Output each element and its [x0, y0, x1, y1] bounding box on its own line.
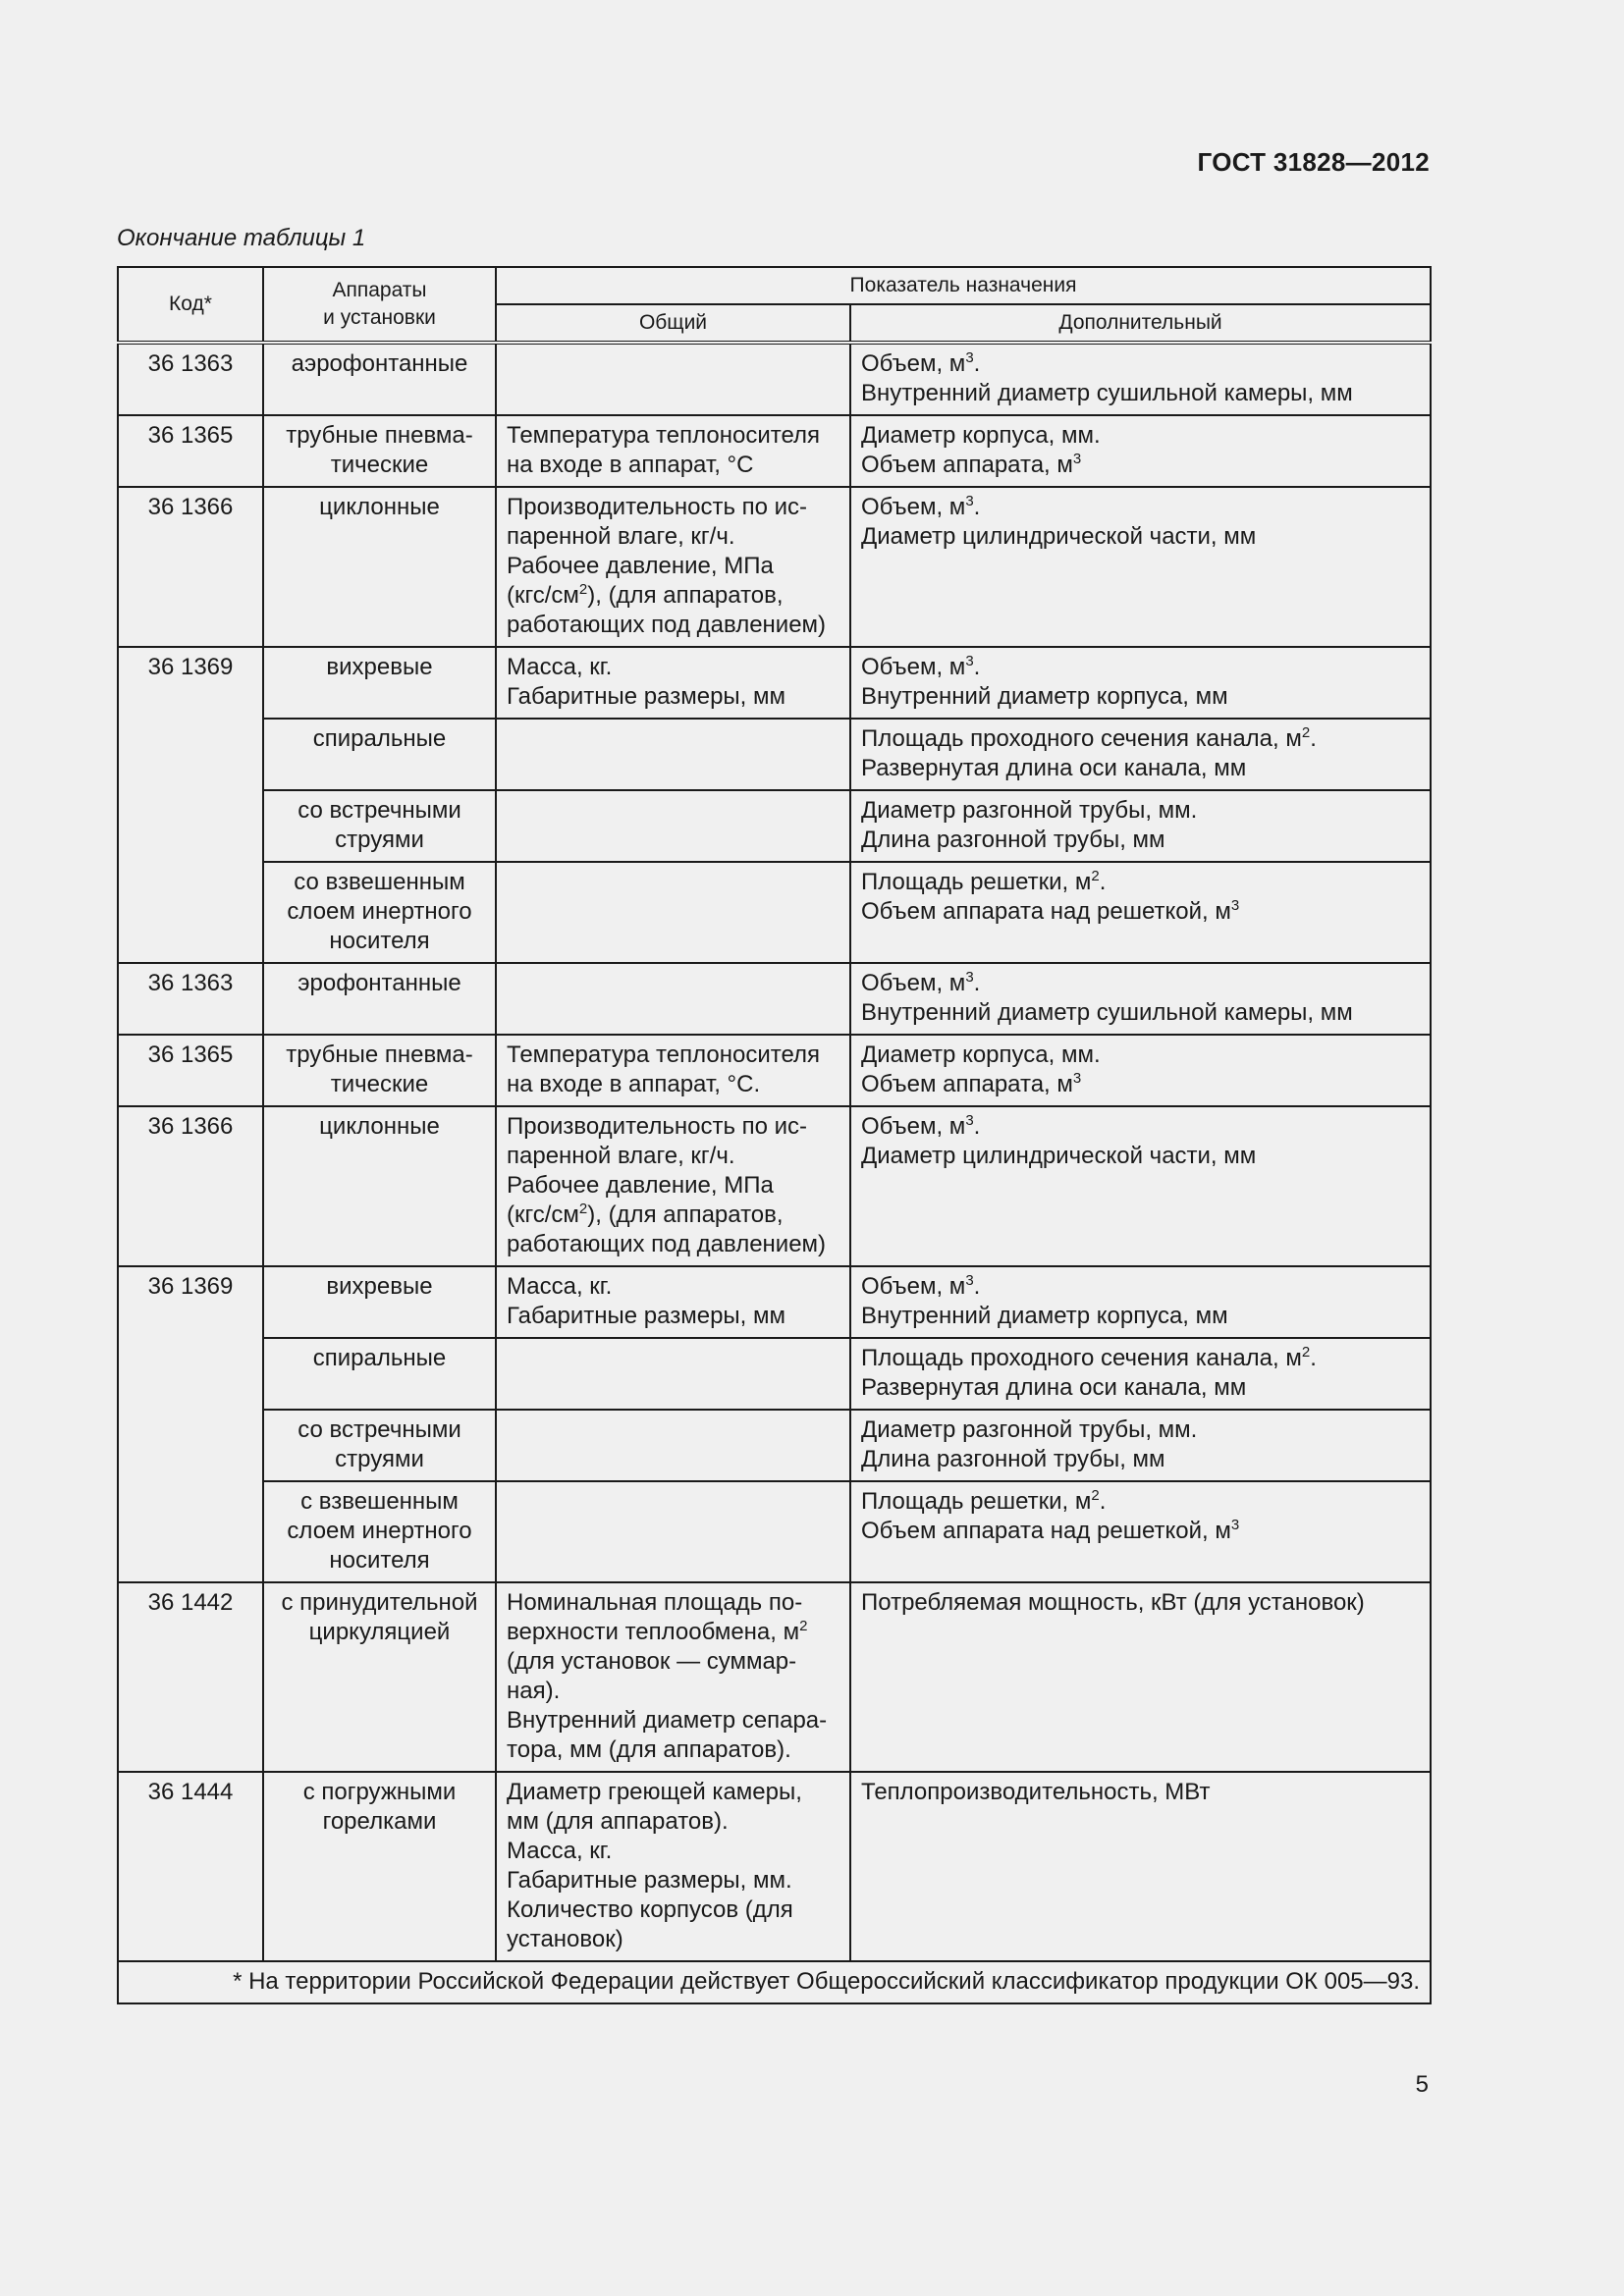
- additional-indicator-cell-line: Объем аппарата над решеткой, $м^3$: [861, 1517, 1240, 1544]
- apparatus-cell-line: со встречными: [298, 797, 461, 824]
- code-cell: 36 1363: [118, 963, 263, 1035]
- additional-indicator-cell-line: Внутренний диаметр сушильной камеры, мм: [861, 380, 1353, 406]
- apparatus-cell-line: аэрофонтанные: [291, 350, 468, 377]
- general-indicator-cell: [496, 343, 850, 415]
- general-indicator-cell: [496, 1106, 850, 1266]
- additional-indicator-cell-line: Диаметр корпуса, мм.: [861, 1041, 1101, 1068]
- apparatus-cell: [263, 1582, 496, 1772]
- code-cell: 36 1365: [118, 415, 263, 487]
- additional-indicator-cell-line: Объем, $м^3$.: [861, 493, 981, 520]
- general-indicator-cell-line: Производительность по ис-: [507, 494, 808, 520]
- table-row: [118, 1035, 1431, 1106]
- apparatus-cell-line: слоем инертного: [287, 898, 472, 925]
- apparatus-cell-line: эрофонтанные: [298, 970, 461, 996]
- header-general: Общий: [496, 304, 850, 343]
- general-indicator-cell-line: Масса, кг.: [507, 654, 613, 680]
- document-header: ГОСТ 31828—2012: [1197, 147, 1430, 177]
- additional-indicator-cell: [850, 1582, 1431, 1772]
- general-indicator-cell-line: Количество корпусов (для: [507, 1896, 793, 1923]
- code-cell: 36 1442: [118, 1582, 263, 1772]
- header-indicator: Показатель назначения: [496, 267, 1431, 304]
- general-indicator-cell: [496, 719, 850, 790]
- apparatus-cell-line: с принудительной: [281, 1589, 478, 1616]
- apparatus-cell-line: циркуляцией: [308, 1619, 451, 1645]
- general-indicator-cell: [496, 862, 850, 963]
- apparatus-cell-line: струями: [335, 1446, 424, 1472]
- apparatus-cell-line: со взвешенным: [294, 869, 465, 895]
- apparatus-cell-line: горелками: [322, 1808, 437, 1835]
- apparatus-cell: [263, 647, 496, 719]
- table-row: [118, 1410, 1431, 1481]
- apparatus-cell-line: циклонные: [319, 494, 440, 520]
- apparatus-cell-line: с взвешенным: [300, 1488, 459, 1515]
- general-indicator-cell: [496, 790, 850, 862]
- code-cell: 36 1366: [118, 487, 263, 647]
- table-footnote: * На территории Российской Федерации действует Общероссийский классификатор продукции ОК 005—93.: [118, 1961, 1431, 2003]
- general-indicator-cell-line: работающих под давлением): [507, 1231, 827, 1257]
- additional-indicator-cell-line: Объем, $м^3$.: [861, 1112, 981, 1140]
- header-additional: Дополнительный: [850, 304, 1431, 343]
- header-code: Код*: [118, 267, 263, 343]
- table-row: [118, 1772, 1431, 1961]
- general-indicator-cell-line: Диаметр греющей камеры,: [507, 1779, 802, 1805]
- general-indicator-cell-line: установок): [507, 1926, 623, 1952]
- general-indicator-cell-line: Габаритные размеры, мм.: [507, 1867, 792, 1894]
- table-row: [118, 862, 1431, 963]
- general-indicator-cell-line: верхности теплообмена, $м^2$: [507, 1618, 808, 1645]
- additional-indicator-cell-line: Внутренний диаметр корпуса, мм: [861, 683, 1228, 710]
- additional-indicator-cell-line: Теплопроизводительность, МВт: [861, 1779, 1211, 1805]
- general-indicator-cell-line: на входе в аппарат, °С.: [507, 1071, 761, 1097]
- apparatus-cell-line: носителя: [329, 1547, 430, 1574]
- table-row: [118, 719, 1431, 790]
- apparatus-cell-line: со встречными: [298, 1416, 461, 1443]
- general-indicator-cell: [496, 1410, 850, 1481]
- apparatus-cell: [263, 719, 496, 790]
- general-indicator-cell-line: $(кгс/см^2)$, (для аппаратов,: [507, 581, 784, 609]
- general-indicator-cell-line: (для установок — суммар-: [507, 1648, 797, 1675]
- general-indicator-cell: [496, 1266, 850, 1338]
- general-indicator-cell-line: Производительность по ис-: [507, 1113, 808, 1140]
- table-row: [118, 963, 1431, 1035]
- general-indicator-cell-line: Рабочее давление, МПа: [507, 553, 774, 579]
- general-indicator-cell: [496, 963, 850, 1035]
- additional-indicator-cell-line: Диаметр разгонной трубы, мм.: [861, 1416, 1198, 1443]
- apparatus-cell-line: трубные пневма-: [286, 422, 473, 449]
- general-indicator-cell-line: Номинальная площадь по-: [507, 1589, 803, 1616]
- classification-table: [117, 266, 1432, 2004]
- additional-indicator-cell-line: Длина разгонной трубы, мм: [861, 827, 1165, 853]
- table-row: [118, 415, 1431, 487]
- general-indicator-cell: [496, 487, 850, 647]
- table-caption: Окончание таблицы 1: [117, 225, 366, 251]
- general-indicator-cell-line: мм (для аппаратов).: [507, 1808, 729, 1835]
- general-indicator-cell-line: Рабочее давление, МПа: [507, 1172, 774, 1199]
- code-cell: 36 1369: [118, 647, 263, 963]
- additional-indicator-cell-line: Развернутая длина оси канала, мм: [861, 1374, 1247, 1401]
- apparatus-cell: [263, 790, 496, 862]
- additional-indicator-cell-line: Объем аппарата, $м^3$: [861, 1070, 1082, 1097]
- additional-indicator-cell: [850, 862, 1431, 963]
- apparatus-cell-line: с погружными: [302, 1779, 457, 1805]
- additional-indicator-cell-line: Площадь проходного сечения канала, $м^2$.: [861, 1344, 1317, 1371]
- apparatus-cell-line: слоем инертного: [287, 1518, 472, 1544]
- additional-indicator-cell-line: Диаметр разгонной трубы, мм.: [861, 797, 1198, 824]
- apparatus-cell: [263, 963, 496, 1035]
- additional-indicator-cell-line: Площадь решетки, $м^2$.: [861, 868, 1107, 895]
- additional-indicator-cell-line: Длина разгонной трубы, мм: [861, 1446, 1165, 1472]
- table-row: [118, 790, 1431, 862]
- additional-indicator-cell-line: Развернутая длина оси канала, мм: [861, 755, 1247, 781]
- additional-indicator-cell-line: Площадь проходного сечения канала, $м^2$.: [861, 724, 1317, 752]
- additional-indicator-cell-line: Диаметр цилиндрической части, мм: [861, 1143, 1257, 1169]
- code-cell: 36 1363: [118, 343, 263, 415]
- general-indicator-cell: [496, 1035, 850, 1106]
- code-cell: 36 1365: [118, 1035, 263, 1106]
- additional-indicator-cell-line: Объем аппарата, $м^3$: [861, 451, 1082, 478]
- general-indicator-cell: [496, 647, 850, 719]
- general-indicator-cell-line: паренной влаге, кг/ч.: [507, 523, 735, 550]
- table-row: [118, 343, 1431, 415]
- additional-indicator-cell-line: Внутренний диаметр сушильной камеры, мм: [861, 999, 1353, 1026]
- general-indicator-cell-line: Температура теплоносителя: [507, 1041, 820, 1068]
- apparatus-cell: [263, 1410, 496, 1481]
- code-cell: 36 1444: [118, 1772, 263, 1961]
- additional-indicator-cell: [850, 415, 1431, 487]
- apparatus-cell-line: трубные пневма-: [286, 1041, 473, 1068]
- additional-indicator-cell-line: Объем, $м^3$.: [861, 653, 981, 680]
- general-indicator-cell: [496, 1582, 850, 1772]
- additional-indicator-cell-line: Объем, $м^3$.: [861, 969, 981, 996]
- general-indicator-cell-line: на входе в аппарат, °С: [507, 452, 754, 478]
- additional-indicator-cell: [850, 647, 1431, 719]
- additional-indicator-cell-line: Объем аппарата над решеткой, $м^3$: [861, 897, 1240, 925]
- additional-indicator-cell-line: Потребляемая мощность, кВт (для установок): [861, 1589, 1365, 1616]
- additional-indicator-cell-line: Площадь решетки, $м^2$.: [861, 1487, 1107, 1515]
- apparatus-cell-line: спиральные: [312, 1345, 447, 1371]
- header-apparatus-line1: Аппараты: [332, 279, 427, 301]
- table-row: [118, 1266, 1431, 1338]
- apparatus-cell: [263, 1106, 496, 1266]
- additional-indicator-cell-line: Объем, $м^3$.: [861, 349, 981, 377]
- additional-indicator-cell: [850, 1035, 1431, 1106]
- table-body: [118, 343, 1431, 1961]
- apparatus-cell-line: вихревые: [326, 654, 433, 680]
- code-cell: 36 1369: [118, 1266, 263, 1582]
- additional-indicator-cell: [850, 487, 1431, 647]
- apparatus-cell: [263, 1481, 496, 1582]
- additional-indicator-cell-line: Диаметр корпуса, мм.: [861, 422, 1101, 449]
- additional-indicator-cell: [850, 790, 1431, 862]
- apparatus-cell: [263, 1035, 496, 1106]
- general-indicator-cell-line: ная).: [507, 1678, 561, 1704]
- general-indicator-cell: [496, 1481, 850, 1582]
- table-row: [118, 1481, 1431, 1582]
- apparatus-cell-line: струями: [335, 827, 424, 853]
- general-indicator-cell-line: Габаритные размеры, мм: [507, 1303, 786, 1329]
- additional-indicator-cell: [850, 1410, 1431, 1481]
- header-apparatus: [263, 267, 496, 343]
- apparatus-cell: [263, 487, 496, 647]
- apparatus-cell-line: тические: [330, 1071, 429, 1097]
- table-row: [118, 1338, 1431, 1410]
- table-row: [118, 1582, 1431, 1772]
- additional-indicator-cell: [850, 963, 1431, 1035]
- apparatus-cell: [263, 343, 496, 415]
- additional-indicator-cell: [850, 343, 1431, 415]
- apparatus-cell-line: циклонные: [319, 1113, 440, 1140]
- apparatus-cell: [263, 1338, 496, 1410]
- table-row: [118, 647, 1431, 719]
- general-indicator-cell-line: работающих под давлением): [507, 612, 827, 638]
- apparatus-cell: [263, 1772, 496, 1961]
- general-indicator-cell-line: Температура теплоносителя: [507, 422, 820, 449]
- additional-indicator-cell: [850, 1338, 1431, 1410]
- apparatus-cell: [263, 1266, 496, 1338]
- general-indicator-cell-line: Масса, кг.: [507, 1273, 613, 1300]
- additional-indicator-cell: [850, 719, 1431, 790]
- table-row: [118, 1106, 1431, 1266]
- general-indicator-cell-line: тора, мм (для аппаратов).: [507, 1736, 791, 1763]
- additional-indicator-cell: [850, 1106, 1431, 1266]
- apparatus-cell: [263, 862, 496, 963]
- additional-indicator-cell-line: Объем, $м^3$.: [861, 1272, 981, 1300]
- additional-indicator-cell: [850, 1772, 1431, 1961]
- general-indicator-cell: [496, 1338, 850, 1410]
- table-row: [118, 487, 1431, 647]
- apparatus-cell-line: спиральные: [312, 725, 447, 752]
- additional-indicator-cell-line: Внутренний диаметр корпуса, мм: [861, 1303, 1228, 1329]
- additional-indicator-cell: [850, 1481, 1431, 1582]
- code-cell: 36 1366: [118, 1106, 263, 1266]
- apparatus-cell-line: тические: [330, 452, 429, 478]
- general-indicator-cell-line: Внутренний диаметр сепара-: [507, 1707, 828, 1734]
- general-indicator-cell: [496, 1772, 850, 1961]
- general-indicator-cell-line: Масса, кг.: [507, 1838, 613, 1864]
- apparatus-cell-line: носителя: [329, 928, 430, 954]
- header-apparatus-line2: и установки: [323, 306, 436, 329]
- general-indicator-cell-line: Габаритные размеры, мм: [507, 683, 786, 710]
- page-number: 5: [1415, 2071, 1429, 2098]
- general-indicator-cell-line: $(кгс/см^2)$, (для аппаратов,: [507, 1201, 784, 1228]
- apparatus-cell: [263, 415, 496, 487]
- general-indicator-cell: [496, 415, 850, 487]
- additional-indicator-cell-line: Диаметр цилиндрической части, мм: [861, 523, 1257, 550]
- apparatus-cell-line: вихревые: [326, 1273, 433, 1300]
- additional-indicator-cell: [850, 1266, 1431, 1338]
- general-indicator-cell-line: паренной влаге, кг/ч.: [507, 1143, 735, 1169]
